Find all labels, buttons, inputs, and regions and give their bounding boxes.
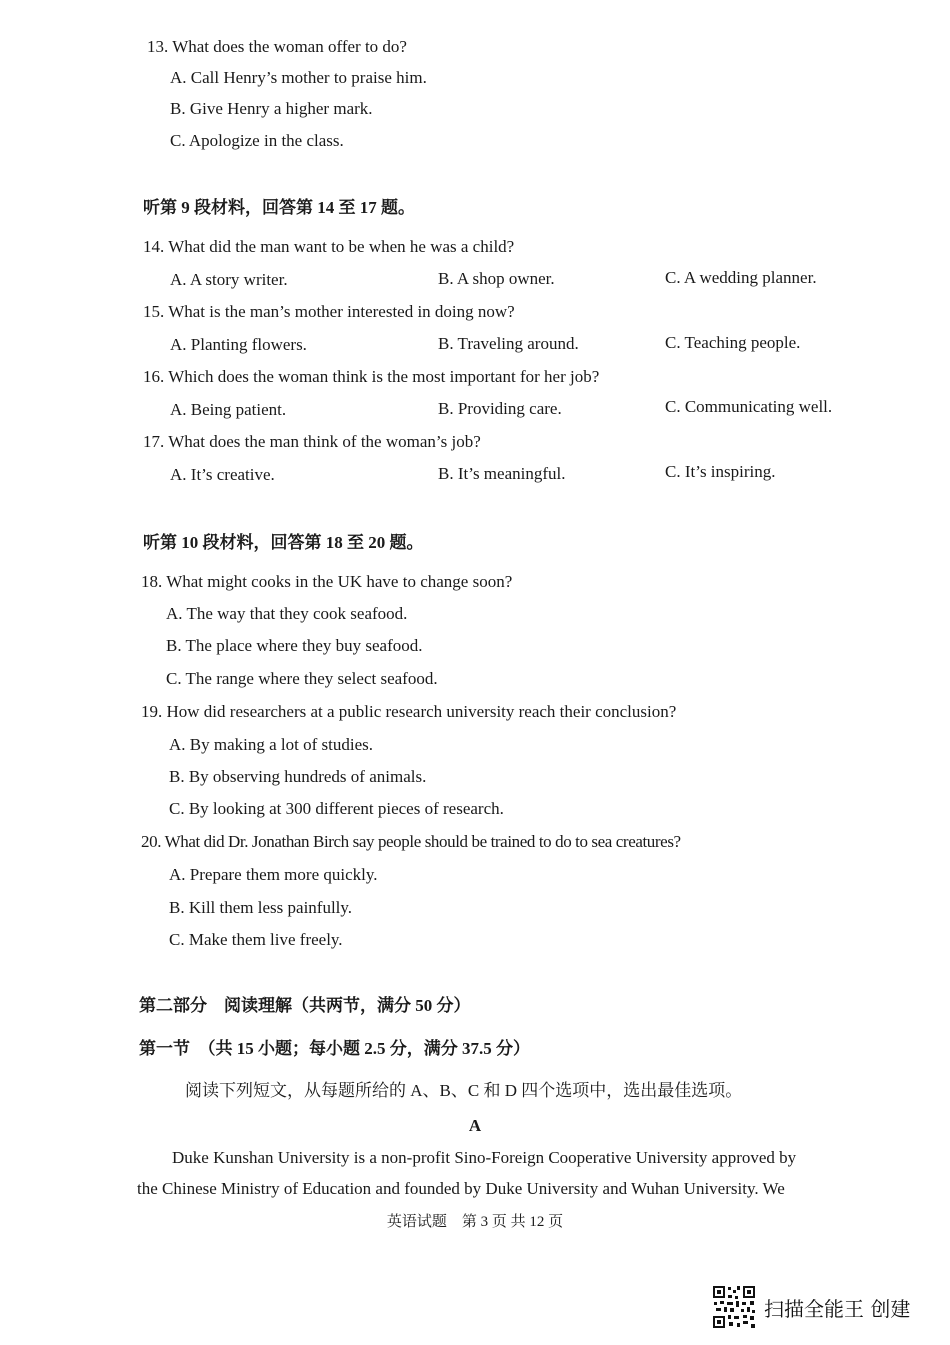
question-16-option-c: C. Communicating well. xyxy=(665,397,833,416)
question-13-stem: 13. What does the woman offer to do? xyxy=(147,37,407,56)
question-19-option-a: A. By making a lot of studies. xyxy=(169,735,373,754)
question-18-option-b: B. The place where they buy seafood. xyxy=(166,636,423,655)
question-19-option-c: C. By looking at 300 different pieces of research. xyxy=(169,799,504,818)
question-15-option-b: B. Traveling around. xyxy=(438,334,579,353)
question-17-option-b: B. It’s meaningful. xyxy=(438,464,566,483)
question-13-option-b: B. Give Henry a higher mark. xyxy=(170,99,373,118)
question-18-option-a: A. The way that they cook seafood. xyxy=(166,604,408,623)
question-18-stem: 18. What might cooks in the UK have to change soon? xyxy=(141,572,513,591)
question-13-option-c: C. Apologize in the class. xyxy=(170,131,344,150)
question-20-option-c: C. Make them live freely. xyxy=(169,930,343,949)
question-19-stem: 19. How did researchers at a public research university reach their conclusion? xyxy=(141,702,677,721)
question-17-option-a: A. It’s creative. xyxy=(170,465,275,484)
question-20-option-b: B. Kill them less painfully. xyxy=(169,898,353,917)
part-2-heading: 第二部分 阅读理解（共两节，满分 50 分） xyxy=(139,996,471,1015)
question-15-option-c: C. Teaching people. xyxy=(665,333,801,352)
passage-line-1: Duke Kunshan University is a non-profit Sino-Foreign Cooperative University approved by xyxy=(172,1148,797,1167)
question-17-stem: 17. What does the man think of the woman’s job? xyxy=(143,432,481,451)
question-14-option-a: A. A story writer. xyxy=(170,270,288,289)
question-16-option-a: A. Being patient. xyxy=(170,400,287,419)
passage-line-2: the Chinese Ministry of Education and founded by Duke University and Wuhan University. We xyxy=(137,1179,785,1198)
question-20-stem: 20. What did Dr. Jonathan Birch say people should be trained to do to sea creatures? xyxy=(141,832,681,851)
question-18-option-c: C. The range where they select seafood. xyxy=(166,669,438,688)
passage-letter: A xyxy=(468,1116,482,1135)
question-17-option-c: C. It’s inspiring. xyxy=(665,462,776,481)
section-1-heading: 第一节 （共 15 小题；每小题 2.5 分，满分 37.5 分） xyxy=(139,1039,530,1058)
question-15-stem: 15. What is the man’s mother interested in doing now? xyxy=(143,302,515,321)
question-14-stem: 14. What did the man want to be when he was a child? xyxy=(143,237,515,256)
question-14-option-b: B. A shop owner. xyxy=(438,269,555,288)
qr-code-icon xyxy=(712,1285,756,1329)
question-19-option-b: B. By observing hundreds of animals. xyxy=(169,767,427,786)
section-9-heading: 听第 9 段材料，回答第 14 至 17 题。 xyxy=(143,198,415,217)
question-13-option-a: A. Call Henry’s mother to praise him. xyxy=(170,68,427,87)
question-16-stem: 16. Which does the woman think is the most important for her job? xyxy=(143,367,600,386)
page-footer: 英语试题 第 3 页 共 12 页 xyxy=(386,1214,564,1230)
question-16-option-b: B. Providing care. xyxy=(438,399,562,418)
question-15-option-a: A. Planting flowers. xyxy=(170,335,307,354)
question-14-option-c: C. A wedding planner. xyxy=(665,268,817,287)
reading-instruction: 阅读下列短文，从每题所给的 A、B、C 和 D 四个选项中，选出最佳选项。 xyxy=(185,1081,743,1100)
question-20-option-a: A. Prepare them more quickly. xyxy=(169,865,378,884)
scanner-watermark xyxy=(712,1285,910,1329)
section-10-heading: 听第 10 段材料，回答第 18 至 20 题。 xyxy=(143,533,424,552)
scanner-brand-text: 扫描全能王 创建 xyxy=(764,1296,911,1321)
